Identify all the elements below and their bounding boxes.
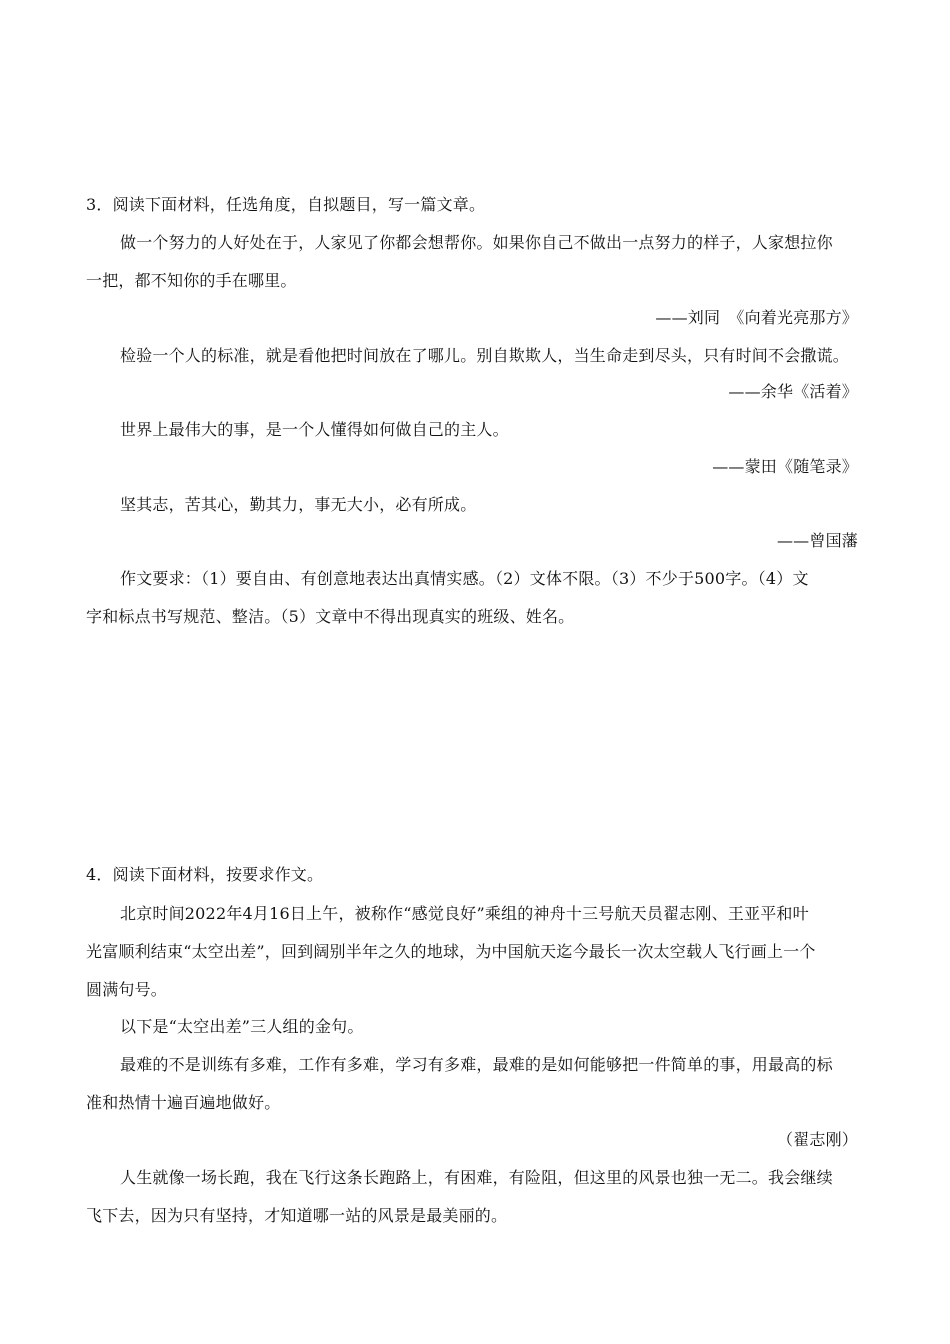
q3-quote3-attribution: ——蒙田《随笔录》 (712, 457, 858, 476)
q3-quote2-attribution: ——余华《活着》 (728, 382, 858, 401)
q3-quote1-attribution: ——刘同 《向着光亮那方》 (655, 308, 858, 327)
q3-requirements-line1: 作文要求：（1）要自由、有创意地表达出真情实感。（2）文体不限。（3）不少于500字。（4）文 (120, 569, 809, 588)
q3-quote2: 检验一个人的标准，就是看他把时间放在了哪儿。别自欺欺人，当生命走到尽头，只有时间不会撒谎。 (120, 346, 850, 365)
q4-quote1-line1: 最难的不是训练有多难，工作有多难，学习有多难，最难的是如何能够把一件简单的事，用最高的标 (120, 1055, 833, 1074)
q3-quote4: 坚其志，苦其心，勤其力，事无大小，必有所成。 (120, 495, 477, 514)
q4-quote2-line1: 人生就像一场长跑，我在飞行这条长跑路上，有困难，有险阻，但这里的风景也独一无二。我会继续 (120, 1168, 833, 1187)
q4-quote1-attribution: （翟志刚） (776, 1130, 858, 1149)
q3-requirements-line2: 字和标点书写规范、整洁。（5）文章中不得出现真实的班级、姓名。 (86, 607, 575, 626)
q3-quote3: 世界上最伟大的事，是一个人懂得如何做自己的主人。 (120, 420, 509, 439)
q4-quote2-line2: 飞下去，因为只有坚持，才知道哪一站的风景是最美丽的。 (86, 1206, 508, 1225)
question-4-title: 4．阅读下面材料，按要求作文。 (86, 865, 324, 884)
q3-quote1-line1: 做一个努力的人好处在于，人家见了你都会想帮你。如果你自己不做出一点努力的样子，人家想拉你 (120, 233, 833, 252)
question-3-title: 3．阅读下面材料，任选角度，自拟题目，写一篇文章。 (86, 195, 486, 214)
q4-quote1-line2: 准和热情十遍百遍地做好。 (86, 1093, 281, 1112)
q4-lead: 以下是“太空出差”三人组的金句。 (120, 1017, 364, 1036)
q3-quote4-attribution: ——曾国藩 (776, 531, 858, 550)
q4-intro-line3: 圆满句号。 (86, 980, 168, 999)
q3-quote1-line2: 一把，都不知你的手在哪里。 (86, 271, 297, 290)
q4-intro-line2: 光富顺利结束“太空出差”，回到阔别半年之久的地球，为中国航天迄今最长一次太空载人飞行画上一个 (86, 942, 816, 961)
q4-intro-line1: 北京时间2022年4月16日上午，被称作“感觉良好”乘组的神舟十三号航天员翟志刚、王亚平和叶 (120, 904, 809, 923)
